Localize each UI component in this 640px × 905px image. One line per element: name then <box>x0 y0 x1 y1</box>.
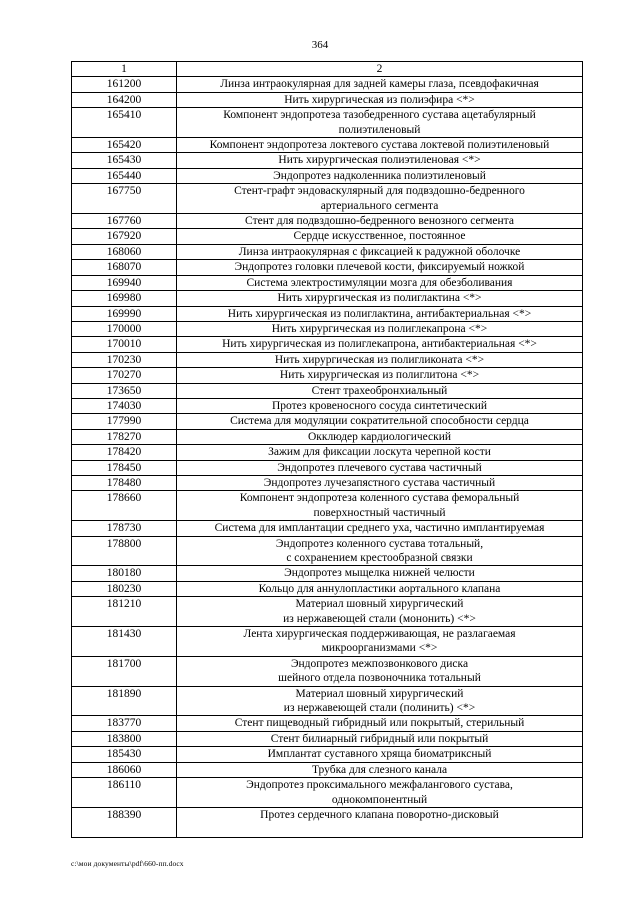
description-line: Эндопротез мыщелка нижней челюсти <box>284 567 475 580</box>
header-col-1: 1 <box>72 62 177 77</box>
row-code: 167920 <box>72 229 177 244</box>
row-code: 188390 <box>72 807 177 837</box>
description-line: шейного отдела позвоночника тотальный <box>278 672 481 685</box>
table-row <box>72 108 583 138</box>
description-line: Протез кровеносного сосуда синтетический <box>272 399 487 412</box>
page-number: 364 <box>311 39 329 51</box>
description-line: поверхностный частичный <box>313 506 446 519</box>
description-line: с сохранением крестообразной связки <box>286 552 473 564</box>
row-description <box>177 214 583 229</box>
table-row <box>72 762 583 777</box>
description-line: из нержавеющей стали (полинить) <*> <box>283 702 476 715</box>
row-code: 164200 <box>72 92 177 107</box>
description-line: Компонент эндопротеза тазобедренного сустава ацетабулярный <box>223 109 536 122</box>
table-row <box>72 291 583 306</box>
description-line: Нить хирургическая полиэтиленовая <*> <box>278 154 481 167</box>
row-description <box>177 77 583 92</box>
description-line: Нить хирургическая из полигликоната <*> <box>274 353 485 366</box>
table-row <box>72 460 583 475</box>
description-line: Материал шовный хирургический <box>295 687 464 700</box>
table-row <box>72 445 583 460</box>
row-code: 181700 <box>72 656 177 686</box>
row-description <box>177 92 583 107</box>
row-description <box>177 778 583 808</box>
table-row <box>72 260 583 275</box>
row-description <box>177 138 583 153</box>
description-line: Компонент эндопротеза коленного сустава феморальный <box>239 492 520 505</box>
row-code: 185430 <box>72 747 177 762</box>
description-line <box>179 822 580 836</box>
description-line: Линза интраокулярная с фиксацией к радужной оболочке <box>238 245 521 258</box>
row-code: 168060 <box>72 244 177 259</box>
row-description <box>177 807 583 837</box>
description-line: Эндопротез головки плечевой кости, фиксируемый ножкой <box>234 261 525 274</box>
row-code: 183800 <box>72 731 177 746</box>
table-row <box>72 429 583 444</box>
row-description <box>177 731 583 746</box>
description-line: Нить хирургическая из полиглитона <*> <box>279 369 480 382</box>
row-description <box>177 321 583 336</box>
description-line: Эндопротез проксимального межфалангового сустава, <box>246 779 513 792</box>
table-row <box>72 92 583 107</box>
row-code: 169980 <box>72 291 177 306</box>
table-row <box>72 627 583 657</box>
row-code: 181890 <box>72 686 177 716</box>
footer-file-path: c:\мои документы\pdf\660-пп.docx <box>71 859 184 868</box>
row-code: 178270 <box>72 429 177 444</box>
row-description <box>177 491 583 521</box>
description-line: Эндопротез межпозвонкового диска <box>290 657 469 670</box>
table-row <box>72 581 583 596</box>
row-description <box>177 521 583 536</box>
row-description <box>177 627 583 657</box>
table-row <box>72 807 583 837</box>
description-line: Компонент эндопротеза локтевого сустава локтевой полиэтиленовый <box>209 139 550 152</box>
table-row <box>72 686 583 716</box>
row-code: 186060 <box>72 762 177 777</box>
row-code: 168070 <box>72 260 177 275</box>
description-line: Система для модуляции сократительной способности сердца <box>230 415 529 428</box>
table-row <box>72 566 583 581</box>
table-row <box>72 214 583 229</box>
table-header-row <box>72 62 583 77</box>
description-line: микроорганизмами <*> <box>321 642 438 655</box>
description-line: Трубка для слезного канала <box>311 763 448 776</box>
row-description <box>177 445 583 460</box>
table-row <box>72 656 583 686</box>
row-description <box>177 716 583 731</box>
description-line: Система для имплантации среднего уха, частично имплантируемая <box>214 522 545 535</box>
table-row <box>72 414 583 429</box>
row-description <box>177 275 583 290</box>
table-row <box>72 778 583 808</box>
description-line: Зажим для фиксации лоскута черепной кости <box>268 446 491 459</box>
row-description <box>177 414 583 429</box>
row-description <box>177 383 583 398</box>
row-code: 180230 <box>72 581 177 596</box>
row-code: 165410 <box>72 108 177 138</box>
description-line: полиэтиленовый <box>338 123 421 136</box>
table-row <box>72 475 583 490</box>
row-code: 165440 <box>72 168 177 183</box>
row-code: 174030 <box>72 398 177 413</box>
row-description <box>177 184 583 214</box>
row-description <box>177 306 583 321</box>
description-line: Сердце искусственное, постоянное <box>293 230 466 243</box>
row-description <box>177 368 583 383</box>
row-code: 170230 <box>72 352 177 367</box>
table-row <box>72 168 583 183</box>
row-code: 165430 <box>72 153 177 168</box>
row-description <box>177 244 583 259</box>
row-code: 170270 <box>72 368 177 383</box>
row-code: 181210 <box>72 597 177 627</box>
table-row <box>72 306 583 321</box>
header-col-2: 2 <box>177 62 583 77</box>
row-description <box>177 475 583 490</box>
table-row <box>72 368 583 383</box>
device-table <box>71 61 582 838</box>
row-description <box>177 566 583 581</box>
row-code: 178480 <box>72 475 177 490</box>
row-code: 186110 <box>72 778 177 808</box>
row-description <box>177 352 583 367</box>
row-code: 169940 <box>72 275 177 290</box>
row-description <box>177 460 583 475</box>
description-line: Эндопротез плечевого сустава частичный <box>277 461 482 474</box>
description-line: Стент трахеобронхиальный <box>311 384 448 397</box>
table-row <box>72 229 583 244</box>
table-row <box>72 536 583 566</box>
description-line: Окклюдер кардиологический <box>307 430 452 443</box>
description-line: Нить хирургическая из полиглактина, антибактериальная <*> <box>227 307 532 320</box>
description-line: Нить хирургическая из полиглекапрона, антибактериальная <*> <box>222 338 537 351</box>
table-row <box>72 337 583 352</box>
description-line: однокомпонентный <box>331 793 428 806</box>
row-code: 170010 <box>72 337 177 352</box>
table-row <box>72 521 583 536</box>
row-description <box>177 291 583 306</box>
table-row <box>72 153 583 168</box>
description-line: Лента хирургическая поддерживающая, не разлагаемая <box>243 628 516 641</box>
description-line: Кольцо для аннулопластики аортального клапана <box>258 582 501 595</box>
description-line: Стент-графт эндоваскулярный для подвздошно-бедренного <box>234 185 525 198</box>
row-description <box>177 337 583 352</box>
table-row <box>72 138 583 153</box>
row-description <box>177 686 583 716</box>
table-row <box>72 321 583 336</box>
row-code: 170000 <box>72 321 177 336</box>
row-description <box>177 429 583 444</box>
row-code: 178420 <box>72 445 177 460</box>
table-row <box>72 716 583 731</box>
description-line: Материал шовный хирургический <box>295 598 464 611</box>
row-description <box>177 229 583 244</box>
table-row <box>72 491 583 521</box>
row-code: 181430 <box>72 627 177 657</box>
description-line: Нить хирургическая из полиэфира <*> <box>284 93 475 106</box>
row-description <box>177 153 583 168</box>
table-row <box>72 747 583 762</box>
row-code: 178800 <box>72 536 177 566</box>
row-description <box>177 597 583 627</box>
description-line: Стент билиарный гибридный или покрытый <box>270 732 489 745</box>
row-description <box>177 747 583 762</box>
row-description <box>177 656 583 686</box>
description-line: Система электростимуляции мозга для обезболивания <box>246 276 513 289</box>
device-code-table <box>71 61 583 838</box>
row-code: 167760 <box>72 214 177 229</box>
description-line: из нержавеющей стали (мононить) <*> <box>283 612 476 625</box>
description-line: Имплантат суставного хряща биоматриксный <box>267 748 492 761</box>
description-line: Эндопротез лучезапястного сустава частичный <box>263 476 496 489</box>
row-description <box>177 536 583 566</box>
row-description <box>177 398 583 413</box>
row-description <box>177 260 583 275</box>
row-description <box>177 762 583 777</box>
row-code: 178660 <box>72 491 177 521</box>
description-line: артериального сегмента <box>320 199 439 212</box>
table-row <box>72 597 583 627</box>
row-description <box>177 108 583 138</box>
row-code: 167750 <box>72 184 177 214</box>
table-row <box>72 244 583 259</box>
row-code: 161200 <box>72 77 177 92</box>
description-line: Протез сердечного клапана поворотно-дисковый <box>260 808 499 821</box>
table-row <box>72 77 583 92</box>
description-line: Нить хирургическая из полиглекапрона <*> <box>271 322 488 335</box>
table-row <box>72 731 583 746</box>
row-code: 183770 <box>72 716 177 731</box>
row-description <box>177 168 583 183</box>
row-code: 178450 <box>72 460 177 475</box>
table-row <box>72 383 583 398</box>
description-line: Эндопротез коленного сустава тотальный, <box>275 537 484 550</box>
row-code: 177990 <box>72 414 177 429</box>
table-row <box>72 184 583 214</box>
description-line: Стент для подвздошно-бедренного венозного сегмента <box>245 215 514 228</box>
row-description <box>177 581 583 596</box>
description-line: Стент пищеводный гибридный или покрытый, стерильный <box>234 717 525 730</box>
row-code: 173650 <box>72 383 177 398</box>
table-row <box>72 275 583 290</box>
row-code: 165420 <box>72 138 177 153</box>
row-code: 169990 <box>72 306 177 321</box>
table-row <box>72 352 583 367</box>
description-line: Нить хирургическая из полиглактина <*> <box>277 292 482 305</box>
description-line: Эндопротез надколенника полиэтиленовый <box>273 169 486 182</box>
row-code: 178730 <box>72 521 177 536</box>
row-code: 180180 <box>72 566 177 581</box>
description-line: Линза интраокулярная для задней камеры глаза, псевдофакичная <box>220 78 539 91</box>
table-row <box>72 398 583 413</box>
